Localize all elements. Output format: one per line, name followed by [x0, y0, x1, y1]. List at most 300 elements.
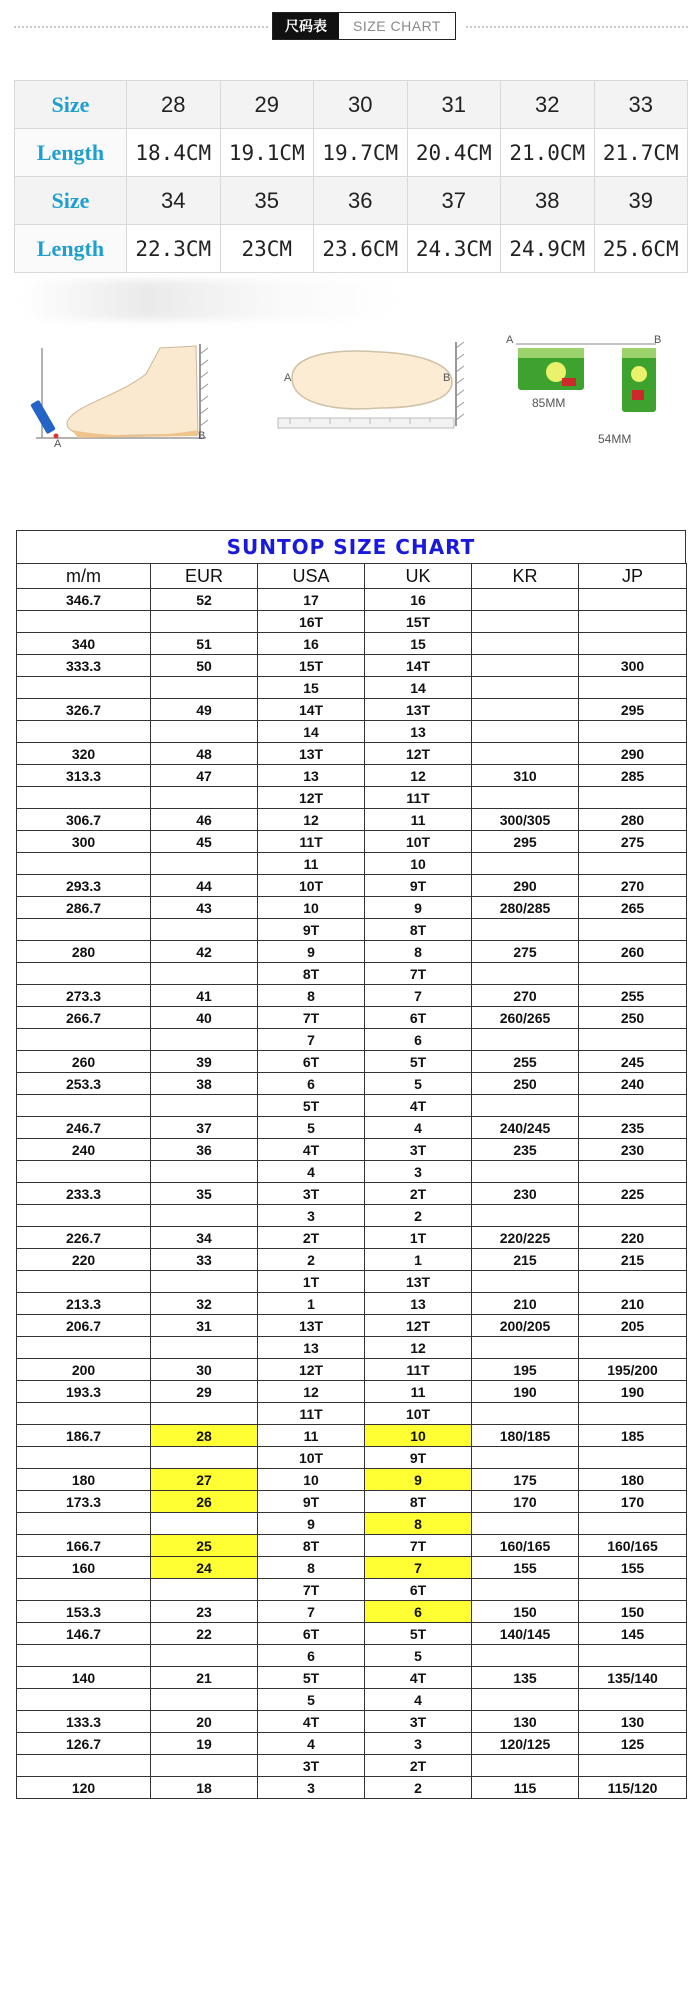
table-cell: 10T [365, 831, 472, 853]
table-cell [151, 611, 258, 633]
table-cell: 290 [472, 875, 579, 897]
table-cell: 20 [151, 1711, 258, 1733]
table-cell: 195/200 [579, 1359, 687, 1381]
table-cell: 3 [365, 1161, 472, 1183]
table-cell [17, 1205, 151, 1227]
table-cell: 11T [365, 787, 472, 809]
table-cell: 240 [579, 1073, 687, 1095]
table-cell: 290 [579, 743, 687, 765]
column-header: KR [472, 564, 579, 589]
size-cell: 32 [501, 81, 595, 129]
table-cell: 175 [472, 1469, 579, 1491]
table-cell: 24 [151, 1557, 258, 1579]
table-cell [472, 633, 579, 655]
table-cell [17, 1689, 151, 1711]
table-cell [17, 1447, 151, 1469]
table-row [17, 633, 687, 655]
table-row [17, 677, 687, 699]
table-cell [472, 963, 579, 985]
table-cell: 240/245 [472, 1117, 579, 1139]
table-cell [579, 1029, 687, 1051]
table-row [17, 1601, 687, 1623]
table-cell [579, 721, 687, 743]
table-cell: 43 [151, 897, 258, 919]
table-cell [579, 919, 687, 941]
table-cell: 10T [365, 1403, 472, 1425]
table-cell: 3T [365, 1139, 472, 1161]
size-row-label: Size [15, 81, 127, 129]
table-cell: 12T [258, 1359, 365, 1381]
table-cell: 13 [365, 721, 472, 743]
table-cell [17, 677, 151, 699]
insole-point-b: B [443, 372, 451, 384]
length-cell: 25.6CM [594, 225, 688, 273]
table-row [17, 1117, 687, 1139]
table-cell [17, 721, 151, 743]
table-cell [579, 963, 687, 985]
table-cell: 130 [472, 1711, 579, 1733]
table-cell: 11 [258, 853, 365, 875]
table-cell [151, 1689, 258, 1711]
table-row [17, 1293, 687, 1315]
table-cell: 11 [365, 809, 472, 831]
table-cell [472, 1579, 579, 1601]
table-cell [151, 1645, 258, 1667]
foot-point-b: B [198, 430, 206, 442]
table-cell: 295 [579, 699, 687, 721]
size-row [15, 177, 688, 225]
table-cell: 253.3 [17, 1073, 151, 1095]
header-label-box [272, 12, 456, 40]
table-cell: 135/140 [579, 1667, 687, 1689]
table-row [17, 1271, 687, 1293]
table-cell [151, 919, 258, 941]
table-cell: 6 [258, 1645, 365, 1667]
table-cell: 246.7 [17, 1117, 151, 1139]
table-cell: 11 [365, 1381, 472, 1403]
table-cell [472, 1337, 579, 1359]
table-row [17, 1689, 687, 1711]
table-cell: 9T [365, 1447, 472, 1469]
table-cell: 220 [17, 1249, 151, 1271]
table-row [17, 919, 687, 941]
table-cell: 1 [365, 1249, 472, 1271]
header-cn-label: 尺码表 [273, 13, 339, 39]
table-row [17, 655, 687, 677]
table-cell [17, 919, 151, 941]
table-row [17, 1249, 687, 1271]
table-cell: 120/125 [472, 1733, 579, 1755]
table-cell: 275 [472, 941, 579, 963]
table-row [17, 1315, 687, 1337]
table-cell [151, 853, 258, 875]
table-cell: 12 [365, 1337, 472, 1359]
table-cell [17, 1755, 151, 1777]
table-row [17, 1513, 687, 1535]
table-row [17, 1579, 687, 1601]
table-cell: 1T [365, 1227, 472, 1249]
table-cell: 4T [365, 1667, 472, 1689]
table-cell: 49 [151, 699, 258, 721]
table-cell: 9T [365, 875, 472, 897]
table-cell [579, 1755, 687, 1777]
table-cell: 3 [365, 1733, 472, 1755]
table-cell: 126.7 [17, 1733, 151, 1755]
table-cell: 255 [579, 985, 687, 1007]
table-cell: 7T [258, 1579, 365, 1601]
table-cell: 135 [472, 1667, 579, 1689]
table-cell: 333.3 [17, 655, 151, 677]
table-cell: 9 [365, 1469, 472, 1491]
table-cell: 1 [258, 1293, 365, 1315]
table-cell [17, 611, 151, 633]
table-cell: 21 [151, 1667, 258, 1689]
table-cell [472, 677, 579, 699]
table-cell: 10T [258, 1447, 365, 1469]
table-cell [472, 721, 579, 743]
table-cell: 31 [151, 1315, 258, 1337]
table-row [17, 1381, 687, 1403]
table-row [17, 831, 687, 853]
table-cell: 220/225 [472, 1227, 579, 1249]
table-cell [17, 1095, 151, 1117]
column-header: EUR [151, 564, 258, 589]
table-cell: 10 [365, 1425, 472, 1447]
table-cell [579, 1095, 687, 1117]
table-cell: 133.3 [17, 1711, 151, 1733]
size-cell: 31 [407, 81, 501, 129]
table-cell: 8 [365, 1513, 472, 1535]
table-cell: 170 [579, 1491, 687, 1513]
table-cell: 5 [258, 1117, 365, 1139]
table-cell: 170 [472, 1491, 579, 1513]
length-size-table [14, 80, 688, 273]
table-cell [17, 1403, 151, 1425]
table-row [17, 1337, 687, 1359]
table-cell [17, 1161, 151, 1183]
table-cell: 255 [472, 1051, 579, 1073]
table-cell: 7 [258, 1601, 365, 1623]
card-width-label: 85MM [532, 396, 566, 410]
table-cell: 11T [365, 1359, 472, 1381]
chart-title: SUNTOP SIZE CHART [16, 530, 686, 563]
table-row [17, 1667, 687, 1689]
table-cell: 160/165 [579, 1535, 687, 1557]
size-cell: 29 [220, 81, 314, 129]
table-cell: 215 [579, 1249, 687, 1271]
table-row [17, 1425, 687, 1447]
table-cell: 30 [151, 1359, 258, 1381]
table-cell: 280 [579, 809, 687, 831]
header-divider-right [466, 26, 688, 28]
table-cell: 226.7 [17, 1227, 151, 1249]
length-cell: 21.0CM [501, 129, 595, 177]
table-cell: 47 [151, 765, 258, 787]
table-cell: 12 [365, 765, 472, 787]
table-cell [472, 1403, 579, 1425]
card-point-a: A [506, 334, 514, 346]
card-point-b: B [654, 334, 662, 346]
table-cell [17, 1029, 151, 1051]
table-cell: 8T [365, 1491, 472, 1513]
table-cell: 14 [258, 721, 365, 743]
table-cell [472, 853, 579, 875]
table-cell: 235 [579, 1117, 687, 1139]
table-cell [17, 1513, 151, 1535]
table-cell: 210 [472, 1293, 579, 1315]
table-cell: 250 [472, 1073, 579, 1095]
table-row [17, 1161, 687, 1183]
table-cell: 310 [472, 765, 579, 787]
table-cell: 13T [365, 1271, 472, 1293]
size-cell: 35 [220, 177, 314, 225]
table-row [17, 1447, 687, 1469]
length-row [15, 225, 688, 273]
table-row [17, 1711, 687, 1733]
table-cell: 13 [258, 1337, 365, 1359]
table-cell: 265 [579, 897, 687, 919]
table-row [17, 1491, 687, 1513]
table-cell: 29 [151, 1381, 258, 1403]
table-row [17, 1755, 687, 1777]
table-cell: 320 [17, 743, 151, 765]
insole-point-a: A [284, 372, 292, 384]
table-cell: 5T [258, 1667, 365, 1689]
column-header: JP [579, 564, 687, 589]
size-cell: 36 [314, 177, 408, 225]
table-cell [579, 1403, 687, 1425]
table-row [17, 743, 687, 765]
table-cell: 160 [17, 1557, 151, 1579]
table-cell [472, 1645, 579, 1667]
length-row-label: Length [15, 225, 127, 273]
table-cell [151, 1579, 258, 1601]
table-cell: 190 [579, 1381, 687, 1403]
table-cell: 2 [365, 1205, 472, 1227]
table-cell [579, 787, 687, 809]
table-cell: 12 [258, 809, 365, 831]
table-cell [579, 1645, 687, 1667]
table-cell: 8T [365, 919, 472, 941]
table-cell [579, 1161, 687, 1183]
table-row [17, 985, 687, 1007]
table-cell: 8 [258, 1557, 365, 1579]
length-cell: 23CM [220, 225, 314, 273]
table-cell: 190 [472, 1381, 579, 1403]
table-cell: 4 [365, 1117, 472, 1139]
length-cell: 21.7CM [594, 129, 688, 177]
table-cell: 4 [365, 1689, 472, 1711]
table-cell: 155 [579, 1557, 687, 1579]
table-cell [17, 1645, 151, 1667]
table-cell: 7T [365, 963, 472, 985]
table-cell: 150 [472, 1601, 579, 1623]
table-cell [579, 1689, 687, 1711]
table-cell: 45 [151, 831, 258, 853]
table-cell: 13 [365, 1293, 472, 1315]
table-cell [579, 1513, 687, 1535]
blurred-caption [20, 280, 400, 320]
size-cell: 37 [407, 177, 501, 225]
table-cell: 9 [365, 897, 472, 919]
table-cell [472, 699, 579, 721]
table-cell [579, 1271, 687, 1293]
table-cell [472, 1205, 579, 1227]
table-cell [579, 677, 687, 699]
table-cell [472, 787, 579, 809]
column-header: m/m [17, 564, 151, 589]
table-cell: 220 [579, 1227, 687, 1249]
table-cell: 210 [579, 1293, 687, 1315]
table-cell: 5 [365, 1073, 472, 1095]
table-cell [17, 1579, 151, 1601]
table-cell: 40 [151, 1007, 258, 1029]
table-cell: 2T [365, 1755, 472, 1777]
table-cell [579, 1579, 687, 1601]
table-cell: 346.7 [17, 589, 151, 611]
table-cell: 115 [472, 1777, 579, 1799]
table-cell: 300 [579, 655, 687, 677]
size-cell: 30 [314, 81, 408, 129]
table-cell: 6 [258, 1073, 365, 1095]
table-cell: 260/265 [472, 1007, 579, 1029]
table-cell: 15 [365, 633, 472, 655]
table-cell: 313.3 [17, 765, 151, 787]
table-row [17, 1095, 687, 1117]
table-cell: 11 [258, 1425, 365, 1447]
table-cell: 286.7 [17, 897, 151, 919]
table-cell: 10 [258, 897, 365, 919]
table-cell: 13T [258, 743, 365, 765]
table-cell: 166.7 [17, 1535, 151, 1557]
table-cell: 7 [365, 985, 472, 1007]
table-row [17, 1535, 687, 1557]
table-cell [151, 1161, 258, 1183]
table-cell: 13T [365, 699, 472, 721]
table-cell: 115/120 [579, 1777, 687, 1799]
table-cell: 180 [579, 1469, 687, 1491]
table-cell [472, 1029, 579, 1051]
table-cell: 200 [17, 1359, 151, 1381]
table-cell: 6T [365, 1007, 472, 1029]
table-cell: 39 [151, 1051, 258, 1073]
table-cell [472, 655, 579, 677]
insole-measure-illustration [270, 334, 470, 444]
table-cell: 12T [365, 1315, 472, 1337]
table-cell: 160/165 [472, 1535, 579, 1557]
table-cell: 12 [258, 1381, 365, 1403]
table-cell: 33 [151, 1249, 258, 1271]
table-cell: 280 [17, 941, 151, 963]
length-cell: 24.3CM [407, 225, 501, 273]
length-cell: 22.3CM [127, 225, 221, 273]
table-row [17, 1359, 687, 1381]
table-cell: 5T [365, 1623, 472, 1645]
table-cell: 5T [258, 1095, 365, 1117]
table-cell: 230 [472, 1183, 579, 1205]
table-row [17, 1073, 687, 1095]
table-cell [151, 1271, 258, 1293]
table-cell [151, 1755, 258, 1777]
table-cell: 230 [579, 1139, 687, 1161]
table-cell: 4 [258, 1733, 365, 1755]
table-row [17, 963, 687, 985]
table-cell: 25 [151, 1535, 258, 1557]
table-cell: 9 [258, 1513, 365, 1535]
table-row [17, 875, 687, 897]
table-cell: 9 [258, 941, 365, 963]
table-cell: 300 [17, 831, 151, 853]
table-cell: 270 [472, 985, 579, 1007]
table-cell [17, 787, 151, 809]
table-cell: 130 [579, 1711, 687, 1733]
table-cell: 233.3 [17, 1183, 151, 1205]
table-header-row [17, 564, 687, 589]
table-cell: 206.7 [17, 1315, 151, 1337]
length-row [15, 129, 688, 177]
table-cell [151, 787, 258, 809]
table-cell: 180 [17, 1469, 151, 1491]
table-cell: 42 [151, 941, 258, 963]
table-cell: 3 [258, 1777, 365, 1799]
table-cell: 27 [151, 1469, 258, 1491]
size-cell: 39 [594, 177, 688, 225]
table-cell: 22 [151, 1623, 258, 1645]
table-cell [579, 1447, 687, 1469]
card-height-label: 54MM [598, 432, 632, 446]
table-cell: 23 [151, 1601, 258, 1623]
table-cell: 266.7 [17, 1007, 151, 1029]
table-cell: 173.3 [17, 1491, 151, 1513]
table-cell: 32 [151, 1293, 258, 1315]
table-cell: 235 [472, 1139, 579, 1161]
table-cell: 3T [365, 1711, 472, 1733]
table-cell: 8T [258, 1535, 365, 1557]
table-cell: 193.3 [17, 1381, 151, 1403]
column-header: UK [365, 564, 472, 589]
table-cell [151, 963, 258, 985]
table-cell: 213.3 [17, 1293, 151, 1315]
foot-measure-illustration [28, 334, 218, 454]
table-cell: 51 [151, 633, 258, 655]
table-row [17, 1469, 687, 1491]
table-cell: 18 [151, 1777, 258, 1799]
table-cell: 35 [151, 1183, 258, 1205]
table-cell [151, 1205, 258, 1227]
table-cell: 150 [579, 1601, 687, 1623]
table-cell: 10 [258, 1469, 365, 1491]
foot-point-a: A [54, 438, 62, 450]
table-cell: 5T [365, 1051, 472, 1073]
table-cell: 5 [258, 1689, 365, 1711]
table-cell: 15 [258, 677, 365, 699]
table-cell: 10T [258, 875, 365, 897]
table-cell: 2 [365, 1777, 472, 1799]
table-cell: 8 [365, 941, 472, 963]
length-cell: 19.1CM [220, 129, 314, 177]
table-cell: 200/205 [472, 1315, 579, 1337]
table-row [17, 1029, 687, 1051]
table-row [17, 1777, 687, 1799]
table-row [17, 809, 687, 831]
table-cell [472, 589, 579, 611]
table-row [17, 1557, 687, 1579]
table-row [17, 765, 687, 787]
table-cell: 26 [151, 1491, 258, 1513]
table-cell [151, 677, 258, 699]
size-row [15, 81, 688, 129]
length-cell: 18.4CM [127, 129, 221, 177]
